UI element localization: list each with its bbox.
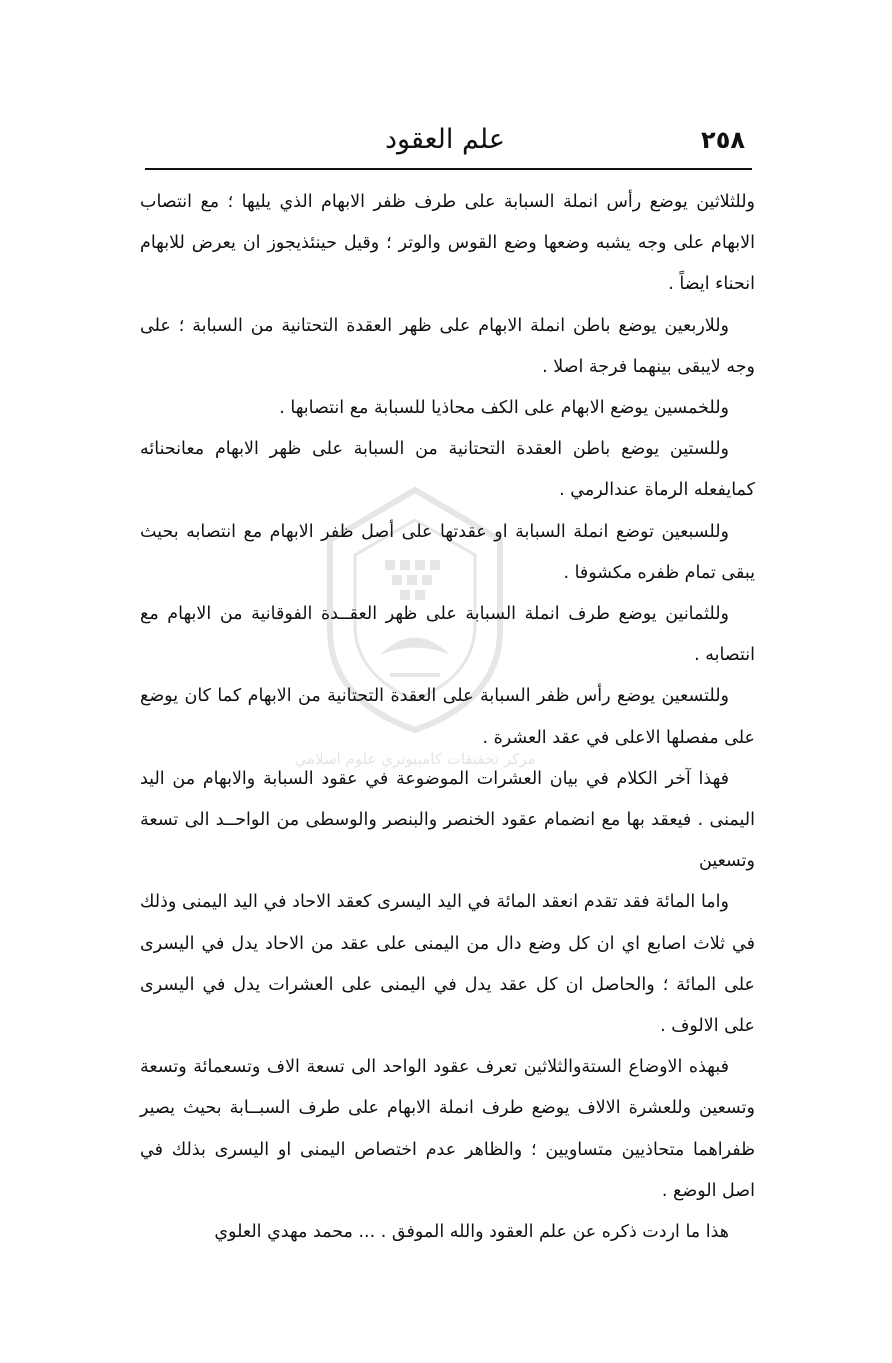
running-title: علم العقود (385, 124, 505, 155)
watermark-caption: مركز تحقيقات كامپيوتري علوم اسلامي (294, 750, 536, 768)
paragraph-forty: وللاربعين يوضع باطن انملة الابهام على ظهر العقدة التحتانية من السبابة ؛ على وجه لايبقى بينهما فرجة اصلا . (140, 315, 755, 377)
paragraph-sixty: وللستين يوضع باطن العقدة التحتانية من السبابة على ظهر الابهام معانحنائه كمايفعله الرماة عندالرمي . (140, 439, 755, 501)
paragraph-closing: هذا ما اردت ذكره عن علم العقود والله الموفق . ... محمد مهدي العلوي (214, 1222, 729, 1243)
paragraph-thousands: فبهذه الاوضاع الستةوالثلاثين تعرف عقود الواحد الى تسعة الاف وتسعمائة وتسعة وتسعين وللعشرة الالاف يوضع طرف انملة الابهام على طرف السبــابة بحيث يصير ظفراهما متحاذيين متساويين ؛ والظاهر عدم اختصاص اليمنى او اليسرى بذلك في اصل الوضع . (140, 1057, 755, 1201)
paragraph-seventy: وللسبعين توضع انملة السبابة او عقدتها على أصل ظفر الابهام مع انتصابه بحيث يبقى تمام ظفره مكشوفا . (140, 521, 755, 583)
body-text (140, 182, 755, 1253)
page-number: ٢٥٨ (701, 126, 745, 154)
paragraph-fifty: وللخمسين يوضع الابهام على الكف محاذيا للسبابة مع انتصابها . (279, 398, 729, 419)
paragraph-ninety: وللتسعين يوضع رأس ظفر السبابة على العقدة التحتانية من الابهام كما كان يوضع على مفصلها الاعلى في عقد العشرة . (140, 686, 755, 748)
header-rule (145, 168, 752, 170)
page-header (145, 118, 745, 166)
paragraph-thirty: وللثلاثين يوضع رأس انملة السبابة على طرف ظفر الابهام الذي يليها ؛ مع انتصاب الابهام على وجه يشبه وضعها وضع القوس والوتر ؛ وقيل حينئذيجوز ان يعرض للابهام انحناء ايضاً . (140, 192, 755, 295)
paragraph-summary-tens: فهذا آخر الكلام في بيان العشرات الموضوعة في عقود السبابة والابهام من اليد اليمنى . فيعقد بها مع انضمام عقود الخنصر والبنصر والوسطى من الواحــد الى تسعة وتسعين (140, 768, 755, 872)
paragraph-hundreds: واما المائة فقد تقدم انعقد المائة في اليد اليسرى كعقد الاحاد في اليد اليمنى وذلك في ثلاث اصابع اي ان كل وضع دال من اليمنى على عقد من الاحاد يدل في اليسرى على المائة ؛ والحاصل ان كل عقد يدل في اليمنى على العشرات يدل في اليسرى على الالوف . (140, 892, 755, 1037)
paragraph-eighty: وللثمانين يوضع طرف انملة السبابة على ظهر العقــدة الفوقانية من الابهام مع انتصابه . (140, 604, 755, 666)
